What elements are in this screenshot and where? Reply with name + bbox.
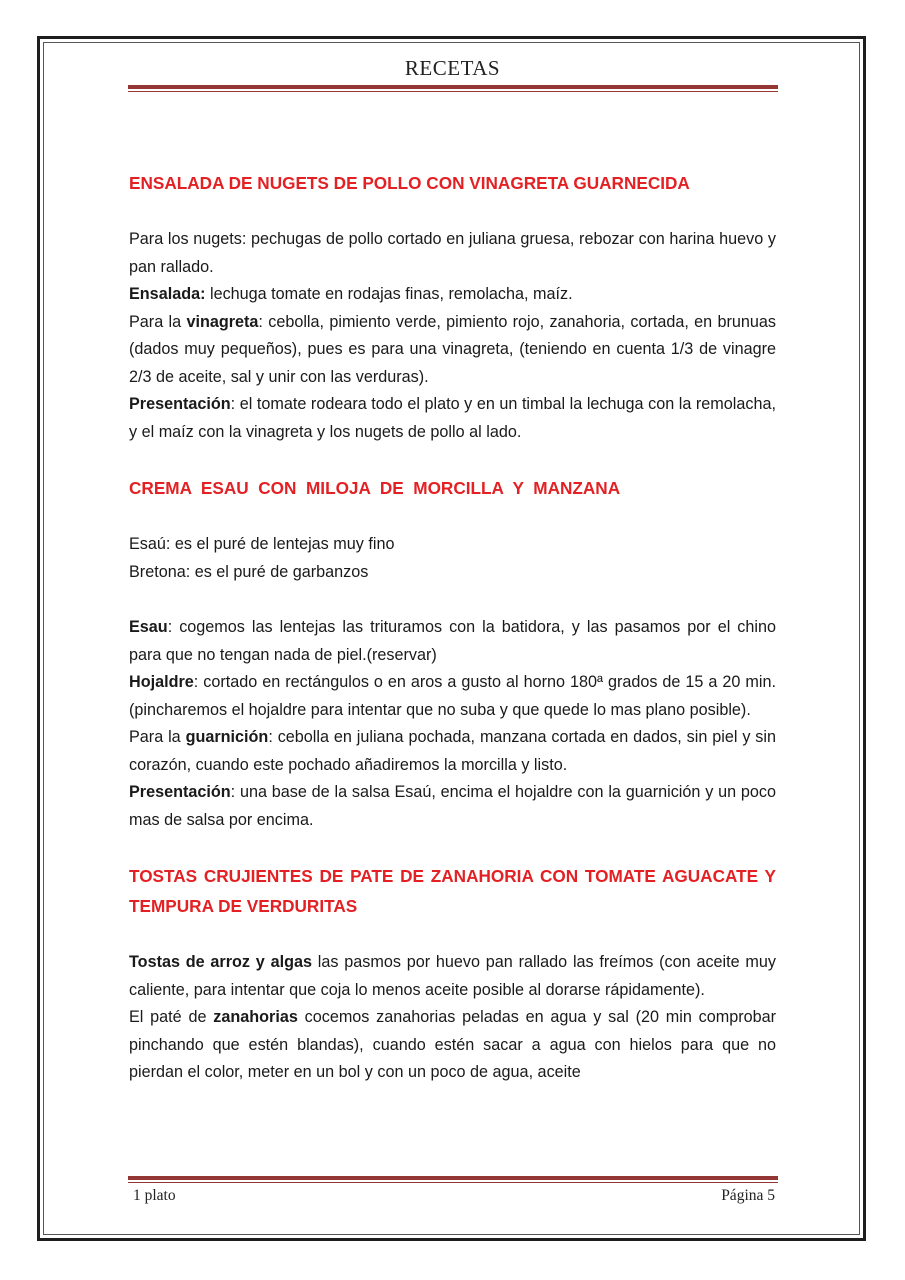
paragraph-text: lechuga tomate en rodajas finas, remolacha, maíz.	[205, 285, 573, 303]
paragraph-label: Ensalada:	[129, 285, 206, 303]
definition-line: Bretona: es el puré de garbanzos	[129, 562, 369, 581]
paragraph	[129, 614, 776, 669]
paragraph-text: : cogemos las lentejas las trituramos con la batidora, y las pasamos por el chino para que no tengan nada de piel.(reservar)	[129, 618, 776, 664]
recipe-title: TOSTAS CRUJIENTES DE PATE DE ZANAHORIA CON TOMATE AGUACATE Y TEMPURA DE VERDURITAS	[129, 866, 776, 916]
paragraph-text: cocemos zanahorias peladas en agua y sal (20 min comprobar pinchando que estén blandas), cuando estén sacar a agua con hielos para que no pierdan el color, meter en un bol y con un poco de agua, aceite	[129, 1008, 776, 1081]
header-rule	[128, 85, 778, 92]
paragraph-text: : cebolla, pimiento verde, pimiento rojo, zanahoria, cortada, en brunuas (dados muy pequeños), pues es para una vinagreta, (teniendo en cuenta 1/3 de vinagre 2/3 de aceite, sal y unir con las verduras).	[129, 312, 776, 386]
footer-left-text: 1 plato	[133, 1187, 176, 1204]
paragraph	[129, 724, 776, 779]
paragraph-text: : cebolla en juliana pochada, manzana cortada en dados, sin piel y sin corazón, cuando este pochado añadiremos la morcilla y listo.	[129, 728, 776, 774]
paragraph-label: vinagreta	[186, 312, 259, 331]
paragraph-label: Presentación	[129, 395, 231, 413]
paragraph-text: Para la	[129, 312, 187, 331]
paragraph	[129, 779, 776, 834]
paragraph-text: : el tomate rodeara todo el plato y en un timbal la lechuga con la remolacha, y el maíz con la vinagreta y los nugets de pollo al lado.	[129, 395, 776, 441]
paragraph	[129, 226, 776, 281]
paragraph	[129, 669, 776, 724]
page-number: Página 5	[721, 1187, 775, 1204]
paragraph	[129, 391, 776, 446]
paragraph-text: Para los nugets: pechugas de pollo cortado en juliana gruesa, rebozar con harina huevo y pan rallado.	[129, 230, 776, 276]
paragraph	[129, 949, 776, 1004]
paragraph-text: Para la	[129, 728, 186, 746]
paragraph-label: Hojaldre	[129, 673, 194, 691]
paragraph-label: Presentación	[129, 783, 231, 801]
paragraph-text: El paté de	[129, 1008, 214, 1026]
paragraph-label: Tostas de arroz y algas	[129, 953, 312, 971]
recipe-title: CREMA ESAU CON MILOJA DE MORCILLA Y MANZANA	[129, 478, 621, 498]
paragraph-label: zanahorias	[213, 1008, 298, 1026]
paragraph-text: las pasmos por huevo pan rallado las freímos (con aceite muy caliente, para intentar que coja lo menos aceite posible al dorarse rápidamente).	[129, 953, 776, 999]
paragraph-label: guarnición	[185, 728, 269, 746]
definition-line: Esaú: es el puré de lentejas muy fino	[129, 535, 395, 553]
paragraph	[129, 1004, 776, 1087]
header-title: RECETAS	[404, 56, 501, 80]
paragraph	[129, 309, 776, 392]
paragraph-label: Esau	[129, 618, 168, 636]
footer-rule	[128, 1176, 778, 1183]
paragraph-text: : cortado en rectángulos o en aros a gusto al horno 180ª grados de 15 a 20 min.(pincharemos el hojaldre para intentar que no suba y que quede lo mas plano posible).	[129, 673, 776, 719]
page-content	[129, 168, 776, 1087]
recipe-title: ENSALADA DE NUGETS DE POLLO CON VINAGRETA GUARNECIDA	[129, 173, 690, 193]
paragraph-text: : una base de la salsa Esaú, encima el hojaldre con la guarnición y un poco mas de salsa por encima.	[129, 783, 776, 829]
paragraph	[129, 281, 776, 309]
